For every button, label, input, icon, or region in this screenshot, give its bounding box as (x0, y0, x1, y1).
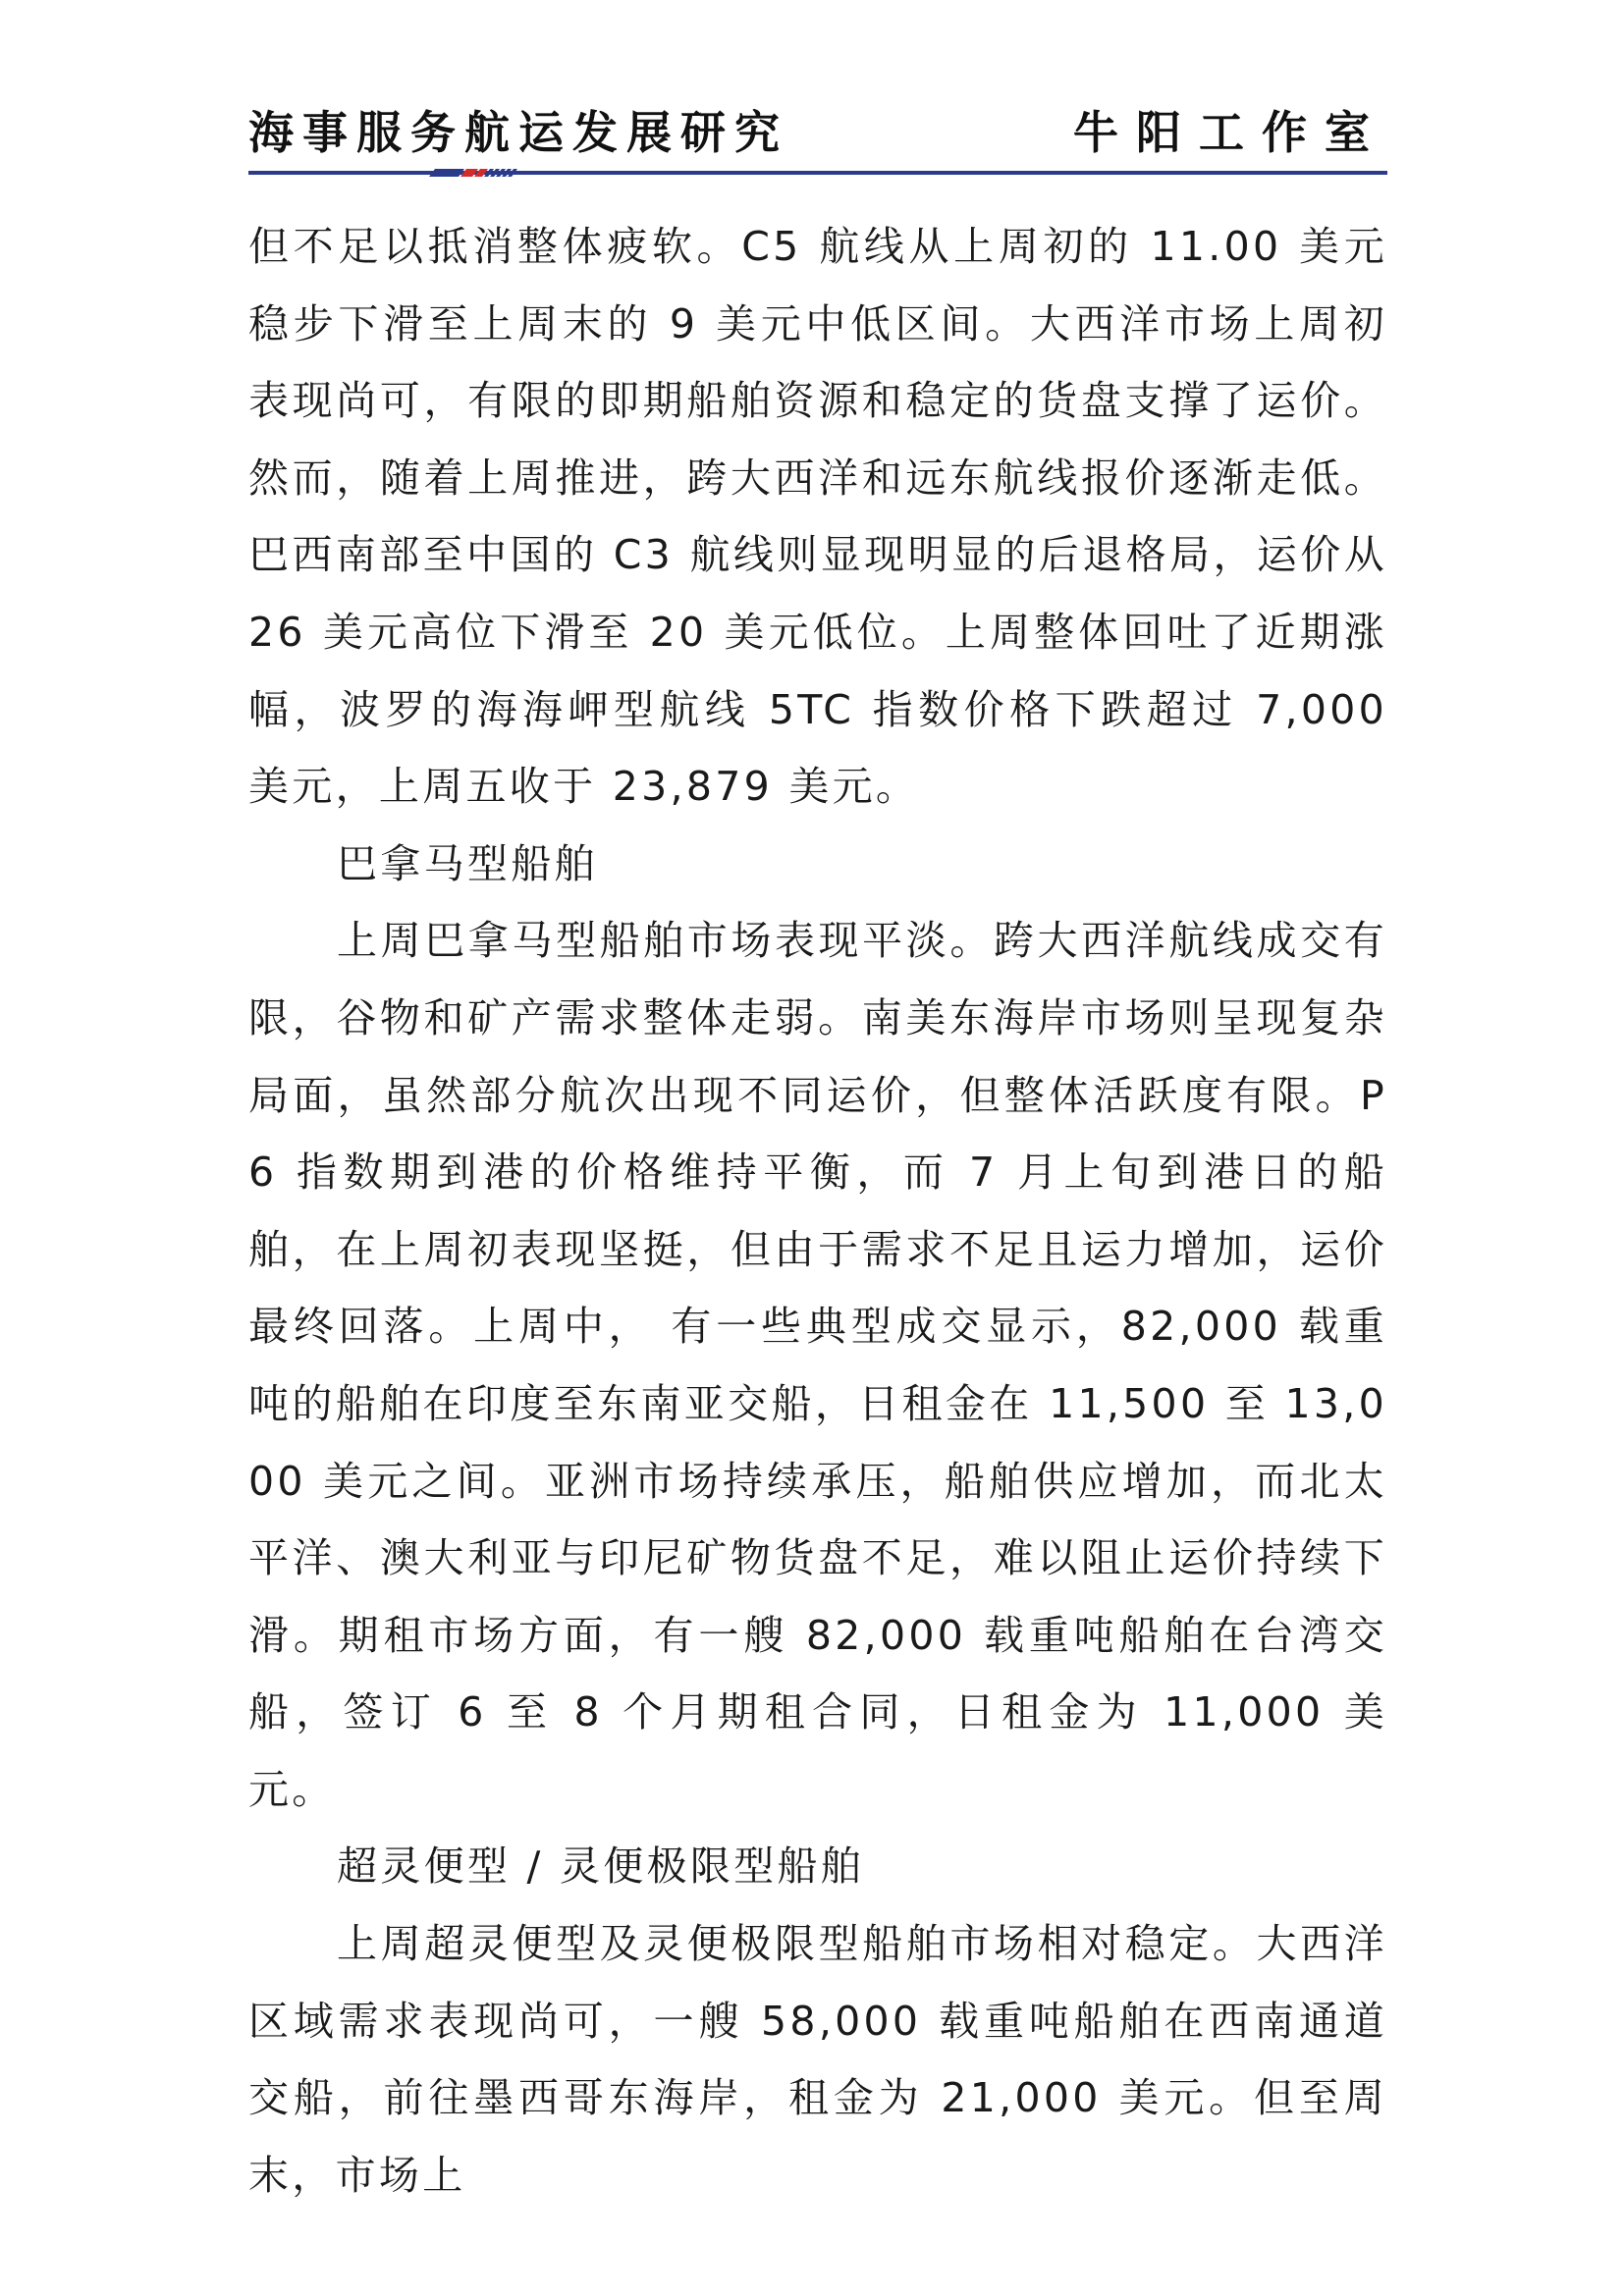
paragraph-capesize-continued: 但不足以抵消整体疲软。C5 航线从上周初的 11.00 美元稳步下滑至上周末的 9 美元中低区间。大西洋市场上周初表现尚可，有限的即期船舶资源和稳定的货盘支撑了运价。然而，随着上周推进，跨大西洋和远东航线报价逐渐走低。巴西南部至中国的 C3 航线则显现明显的后退格局，运价从 26 美元高位下滑至 20 美元低位。上周整体回吐了近期涨幅，波罗的海海岬型航线 5TC 指数价格下跌超过 7,000 美元，上周五收于 23,879 美元。 (248, 223, 1387, 811)
header-title-left: 海事服务航运发展研究 (248, 106, 788, 159)
rule-line (248, 171, 1387, 175)
section-heading-supramax: 超灵便型 / 灵便极限型船舶 (337, 1842, 865, 1891)
section-heading-panamax: 巴拿马型船舶 (337, 839, 598, 887)
header-title-right: 牛阳工作室 (1073, 106, 1387, 159)
header-rule-graphic (248, 169, 1387, 177)
rule-stripe-1 (429, 169, 464, 177)
paragraph-supramax: 上周超灵便型及灵便极限型船舶市场相对稳定。大西洋区域需求表现尚可，一艘 58,000 载重吨船舶在西南通道交船，前往墨西哥东海岸，租金为 21,000 美元。但至周末，市场上 (248, 1920, 1387, 2199)
page-header (248, 98, 1387, 167)
document-body (248, 208, 1387, 2214)
paragraph-panamax: 上周巴拿马型船舶市场表现平淡。跨大西洋航线成交有限，谷物和矿产需求整体走弱。南美东海岸市场则呈现复杂局面，虽然部分航次出现不同运价，但整体活跃度有限。P6 指数期到港的价格维持平衡，而 7 月上旬到港日的船舶，在上周初表现坚挺，但由于需求不足且运力增加，运价最终回落。上周中， 有一些典型成交显示，82,000 载重吨的船舶在印度至东南亚交船，日租金在 11,500 至 13,000 美元之间。亚洲市场持续承压，船舶供应增加，而北太平洋、澳大利亚与印尼矿物货盘不足，难以阻止运价持续下滑。期租市场方面，有一艘 82,000 载重吨船舶在台湾交船，签订 6 至 8 个月期租合同，日租金为 11,000 美元。 (248, 917, 1387, 1813)
header-rule (248, 169, 1387, 177)
